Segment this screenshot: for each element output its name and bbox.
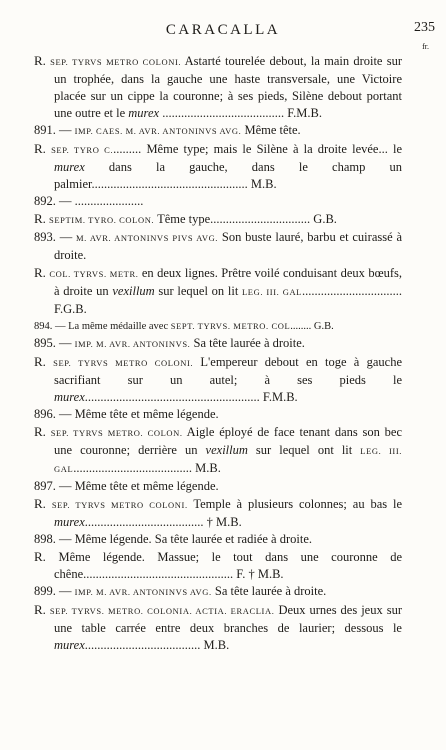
- reverse-mark: R.: [34, 354, 46, 369]
- entry-text: ........................................................ F.M.B.: [84, 390, 298, 404]
- legend-inscription: LEG. III. GAL: [242, 287, 302, 297]
- entry-text: 894. — La même médaille avec: [34, 321, 171, 332]
- entry-text: 893. —: [34, 230, 77, 244]
- catalogue-entry-e891: [34, 122, 402, 140]
- entry-text: ......... Même type; mais le Silène à la droite levée... le: [113, 142, 403, 156]
- legend-inscription: IMP. M. AVR. ANTONINVS AVG.: [74, 587, 212, 597]
- reverse-description-r1a: [34, 52, 402, 122]
- entry-text: ........ G.B.: [290, 321, 334, 332]
- legend-inscription: SEPTIM. TYRO. COLON.: [49, 215, 155, 225]
- italic-term: murex: [54, 515, 85, 529]
- entry-text: sur lequel ont lit: [247, 443, 361, 457]
- entry-text: 899. —: [34, 584, 75, 598]
- entry-text: Sa tête laurée à droite.: [211, 584, 327, 598]
- catalogue-entry-e897: [34, 478, 402, 495]
- entry-text: dans la gauche, dans le champ un palmier.................................................. M.B.: [54, 160, 402, 191]
- italic-term: murex: [128, 106, 160, 120]
- reverse-mark: R.: [34, 141, 46, 156]
- entry-text: Aigle éployé de face tenant dans son bec une couronne; derrière un: [54, 425, 403, 457]
- reverse-description-r897: [34, 495, 402, 531]
- reverse-description-r899: [34, 601, 402, 654]
- reverse-mark: R.: [34, 424, 46, 439]
- catalogue-entry-e892: [34, 193, 402, 210]
- entry-text: 892. — ......................: [34, 194, 144, 208]
- entry-text: ...................................... M.B.: [73, 461, 221, 475]
- entry-text: ...................................... † M.B.: [84, 515, 242, 529]
- catalogue-entry-e895: [34, 335, 402, 353]
- entry-text: .......................................: [159, 106, 288, 120]
- entry-text: Temple à plusieurs colonnes; au bas le: [187, 497, 403, 511]
- catalogue-entry-e893: [34, 229, 402, 264]
- reverse-mark: R.: [34, 602, 46, 617]
- reverse-mark: R.: [34, 496, 46, 511]
- reverse-mark: R.: [34, 265, 46, 280]
- reverse-mark: R.: [34, 549, 46, 564]
- page-sub-label: fr.: [422, 42, 429, 51]
- legend-inscription: COL. TYRVS. METR.: [49, 269, 139, 279]
- reverse-description-r891: [34, 140, 402, 193]
- legend-inscription: SEP. TYRVS METRO. COLON.: [50, 428, 183, 438]
- entry-text: ..................................... M.B.: [84, 638, 230, 652]
- legend-inscription: SEP. TYRO C.: [51, 145, 114, 155]
- catalogue-entry-e896: [34, 406, 402, 423]
- entry-text: Son buste lauré, barbu et cuirassé à droite.: [54, 230, 403, 262]
- reverse-description-r895: [34, 353, 402, 406]
- catalogue-entry-e898: [34, 531, 402, 548]
- entry-text: L'empereur debout en toge à gauche sacrifiant sur un autel; à ses pieds le: [54, 355, 402, 387]
- entry-text: Même tête.: [241, 123, 301, 137]
- entry-text: Sa tête laurée à droite.: [190, 336, 305, 350]
- legend-inscription: SEP. TYRVS METRO COLONI.: [53, 358, 194, 368]
- legend-inscription: SEP. TYRVS METRO COLONI.: [50, 57, 182, 67]
- entry-text: Même légende. Massue; le tout dans une couronne de chêne................................................ F. † M.B.: [45, 550, 402, 581]
- legend-inscription: M. AVR. ANTONINVS PIVS AVG.: [76, 233, 219, 243]
- legend-inscription: LEG. III. GAL: [54, 446, 402, 474]
- reverse-description-r898: [34, 548, 402, 583]
- running-header-title: CARACALLA: [165, 22, 281, 38]
- page-number: 235: [414, 20, 435, 35]
- legend-inscription: IMP. CAES. M. AVR. ANTONINVS AVG.: [74, 126, 242, 136]
- legend-inscription: SEP. TYRVS. METRO. COLONIA. ACTIA. ERACLIA.: [49, 606, 275, 616]
- legend-inscription: IMP. M. AVR. ANTONINVS.: [74, 339, 191, 349]
- entry-text: 891. —: [34, 123, 75, 137]
- italic-term: vexillum: [205, 443, 248, 457]
- reverse-description-r896: [34, 423, 402, 478]
- reverse-description-r892: [34, 210, 402, 229]
- reverse-mark: R.: [34, 211, 46, 226]
- italic-term: vexillum: [112, 284, 155, 298]
- legend-inscription: SEP. TYRVS METRO COLONI.: [51, 500, 188, 510]
- entry-text: 898. — Même légende. Sa tête laurée et radiée à droite.: [34, 532, 313, 546]
- reverse-mark: R.: [34, 53, 46, 68]
- catalogue-entry-e899: [34, 583, 402, 601]
- italic-term: murex: [54, 390, 85, 404]
- entry-text: sur lequel on lit: [154, 284, 243, 298]
- entry-text: 896. — Même tête et même légende.: [34, 407, 219, 421]
- legend-inscription: SEPT. TYRVS. METRO. COL: [170, 321, 291, 331]
- entry-text: en deux lignes. Prêtre voilé conduisant deux bœufs, à droite un: [54, 266, 402, 298]
- entry-text: F.M.B.: [287, 106, 322, 120]
- entry-text: 895. —: [34, 336, 75, 350]
- italic-term: murex: [54, 638, 85, 652]
- entry-text: 897. — Même tête et même légende.: [34, 479, 219, 493]
- catalogue-entry-e894: [34, 318, 402, 335]
- entry-text: Astarté tourelée debout, la main droite sur un trophée, dans la gauche une haste transversale, une Victoire placée sur un cippe la couronne; à ses pieds, Silène debout portant une outre et le: [54, 54, 402, 120]
- entry-text: Deux urnes des jeux sur une table carrée entre deux branches de laurier; dessous le: [54, 603, 402, 635]
- reverse-description-r893: [34, 264, 402, 318]
- catalogue-body: [34, 52, 402, 654]
- entry-text: ................................ F.G.B.: [54, 284, 402, 316]
- italic-term: murex: [54, 160, 85, 174]
- entry-text: Tême type................................ G.B.: [154, 212, 337, 226]
